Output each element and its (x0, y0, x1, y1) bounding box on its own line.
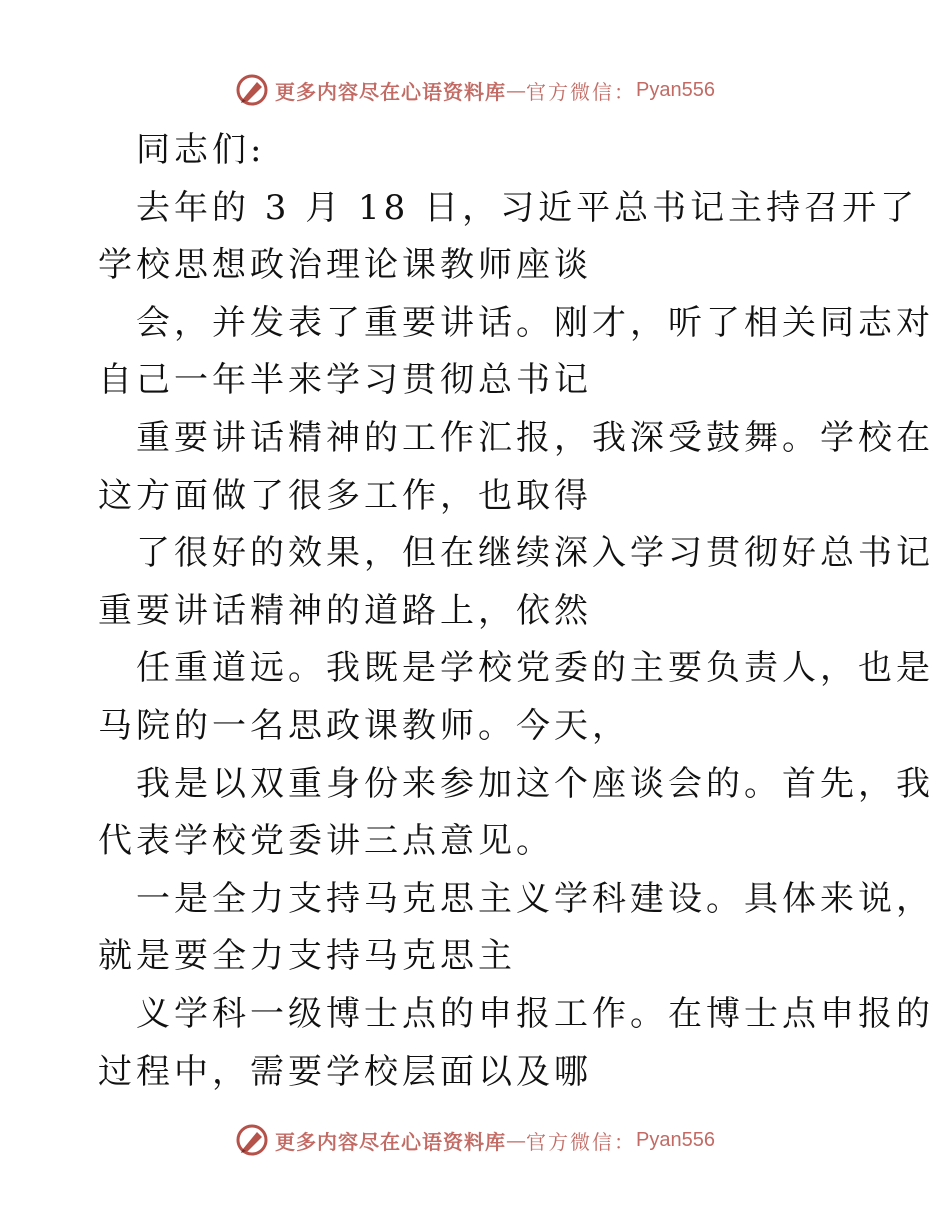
banner-separator: — (506, 1128, 527, 1152)
banner-brand: 更多内容尽在心语资料库 (275, 1129, 507, 1154)
header-banner (0, 68, 950, 112)
banner-wechat-label: 官方微信： (526, 79, 637, 104)
banner-wechat-id: Pyan556 (636, 1128, 715, 1151)
text-line: 自己一年半来学习贯彻总书记 (98, 360, 592, 401)
text-line: 一是全力支持马克思主义学科建设。具体来说， (136, 878, 934, 919)
text-line: 同志们: (136, 130, 266, 170)
banner-separator: — (506, 78, 527, 102)
pen-nib-logo-icon (235, 1123, 269, 1157)
text-line: 学校思想政治理论课教师座谈 (98, 245, 592, 286)
text-line: 任重道远。我既是学校党委的主要负责人，也是 (136, 648, 934, 689)
text-line: 代表学校党委讲三点意见。 (98, 821, 554, 862)
text-line: 我是以双重身份来参加这个座谈会的。首先，我 (136, 763, 934, 804)
text-line: 这方面做了很多工作，也取得 (98, 475, 592, 516)
banner-brand: 更多内容尽在心语资料库 (275, 79, 507, 104)
text-line: 重要讲话精神的工作汇报，我深受鼓舞。学校在 (136, 417, 934, 458)
text-line: 过程中，需要学校层面以及哪 (98, 1051, 592, 1092)
text-line: 会，并发表了重要讲话。刚才，听了相关同志对 (136, 302, 934, 343)
text-line: 重要讲话精神的道路上，依然 (98, 590, 592, 631)
text-line: 义学科一级博士点的申报工作。在博士点申报的 (136, 993, 934, 1034)
text-line: 马院的一名思政课教师。今天， (98, 705, 630, 746)
text-line: 去年的 3 月 18 日，习近平总书记主持召开了 (136, 187, 919, 228)
text-line: 了很好的效果，但在继续深入学习贯彻好总书记 (136, 533, 934, 574)
text-line: 就是要全力支持马克思主 (98, 936, 516, 977)
footer-banner (0, 1118, 950, 1162)
banner-wechat-id: Pyan556 (636, 78, 715, 101)
pen-nib-logo-icon (235, 73, 269, 107)
banner-wechat-label: 官方微信： (526, 1129, 637, 1154)
document-body (98, 122, 934, 1101)
